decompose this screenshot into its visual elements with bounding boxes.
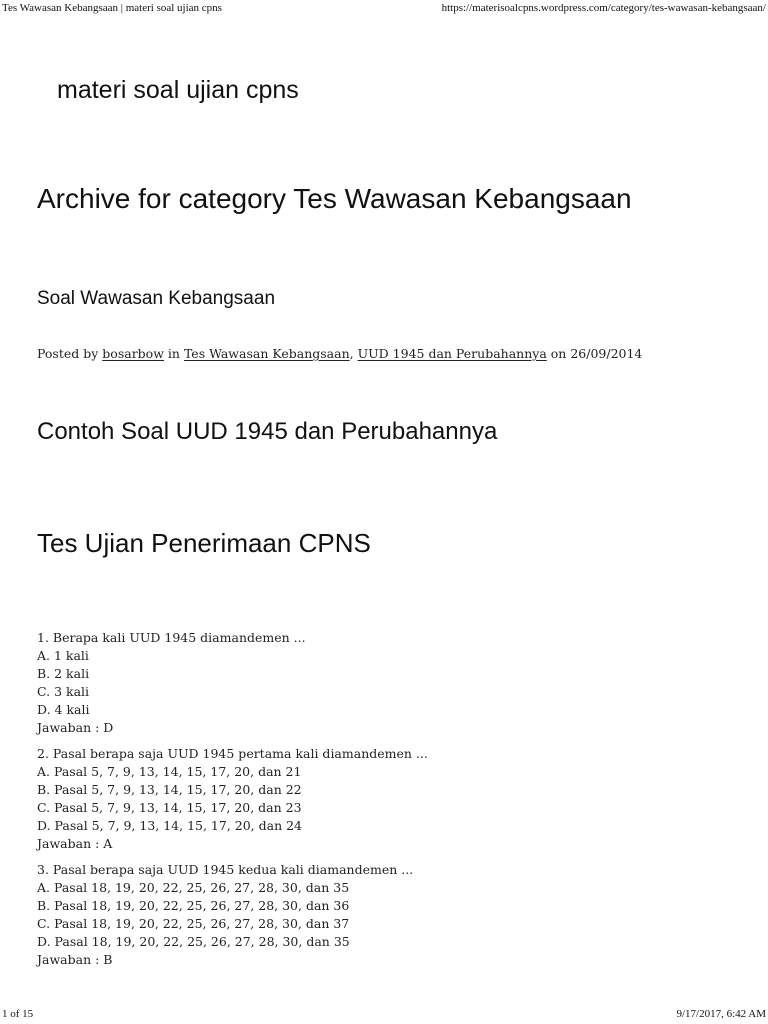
option-d: D. Pasal 5, 7, 9, 13, 14, 15, 17, 20, dan 24 — [37, 818, 303, 833]
question-text: 3. Pasal berapa saja UUD 1945 kedua kali diamandemen ... — [37, 862, 414, 877]
archive-title: Archive for category Tes Wawasan Kebangsaan — [37, 183, 632, 214]
option-b: B. Pasal 5, 7, 9, 13, 14, 15, 17, 20, dan 22 — [37, 782, 302, 797]
print-header-title: Tes Wawasan Kebangsaan | materi soal ujian cpns — [2, 2, 222, 14]
content-heading-contoh-soal: Contoh Soal UUD 1945 dan Perubahannya — [37, 418, 498, 445]
print-datetime: 9/17/2017, 6:42 AM — [676, 1008, 766, 1020]
option-b: B. Pasal 18, 19, 20, 22, 25, 26, 27, 28, 30, dan 36 — [37, 898, 350, 913]
option-a: A. Pasal 5, 7, 9, 13, 14, 15, 17, 20, dan 21 — [37, 764, 302, 779]
in-label: in — [167, 346, 180, 361]
page-counter: 1 of 15 — [2, 1008, 34, 1020]
option-a: A. 1 kali — [37, 648, 89, 663]
question-text: 2. Pasal berapa saja UUD 1945 pertama kali diamandemen ... — [37, 746, 428, 761]
post-title[interactable]: Soal Wawasan Kebangsaan — [37, 288, 276, 309]
question-item-2 — [37, 745, 428, 853]
print-footer — [0, 1006, 768, 1022]
category-link-tes-wawasan-kebangsaan[interactable]: Tes Wawasan Kebangsaan — [183, 346, 350, 361]
print-header — [0, 0, 768, 16]
post-date: 26/09/2014 — [570, 346, 643, 361]
option-b: B. 2 kali — [37, 666, 90, 681]
answer: Jawaban : B — [37, 952, 113, 967]
option-c: C. Pasal 18, 19, 20, 22, 25, 26, 27, 28, 30, dan 37 — [37, 916, 350, 931]
answer: Jawaban : A — [37, 836, 113, 851]
content-heading-tes-ujian: Tes Ujian Penerimaan CPNS — [37, 528, 371, 558]
question-item-1 — [37, 629, 428, 737]
option-d: D. 4 kali — [37, 702, 90, 717]
answer: Jawaban : D — [37, 720, 114, 735]
post-meta — [37, 345, 642, 363]
option-d: D. Pasal 18, 19, 20, 22, 25, 26, 27, 28, 30, dan 35 — [37, 934, 350, 949]
site-title[interactable]: materi soal ujian cpns — [57, 76, 299, 104]
print-header-url: https://materisoalcpns.wordpress.com/category/tes-wawasan-kebangsaan/ — [441, 2, 766, 14]
option-c: C. 3 kali — [37, 684, 90, 699]
author-link[interactable]: bosarbow — [102, 346, 164, 361]
posted-by-label: Posted by — [37, 346, 99, 361]
question-item-3 — [37, 861, 428, 969]
option-c: C. Pasal 5, 7, 9, 13, 14, 15, 17, 20, dan 23 — [37, 800, 302, 815]
category-link-uud-1945[interactable]: UUD 1945 dan Perubahannya — [357, 346, 547, 361]
question-list — [37, 629, 428, 977]
option-a: A. Pasal 18, 19, 20, 22, 25, 26, 27, 28, 30, dan 35 — [37, 880, 350, 895]
category-separator: , — [349, 346, 354, 361]
on-label: on — [550, 346, 567, 361]
question-text: 1. Berapa kali UUD 1945 diamandemen ... — [37, 630, 306, 645]
